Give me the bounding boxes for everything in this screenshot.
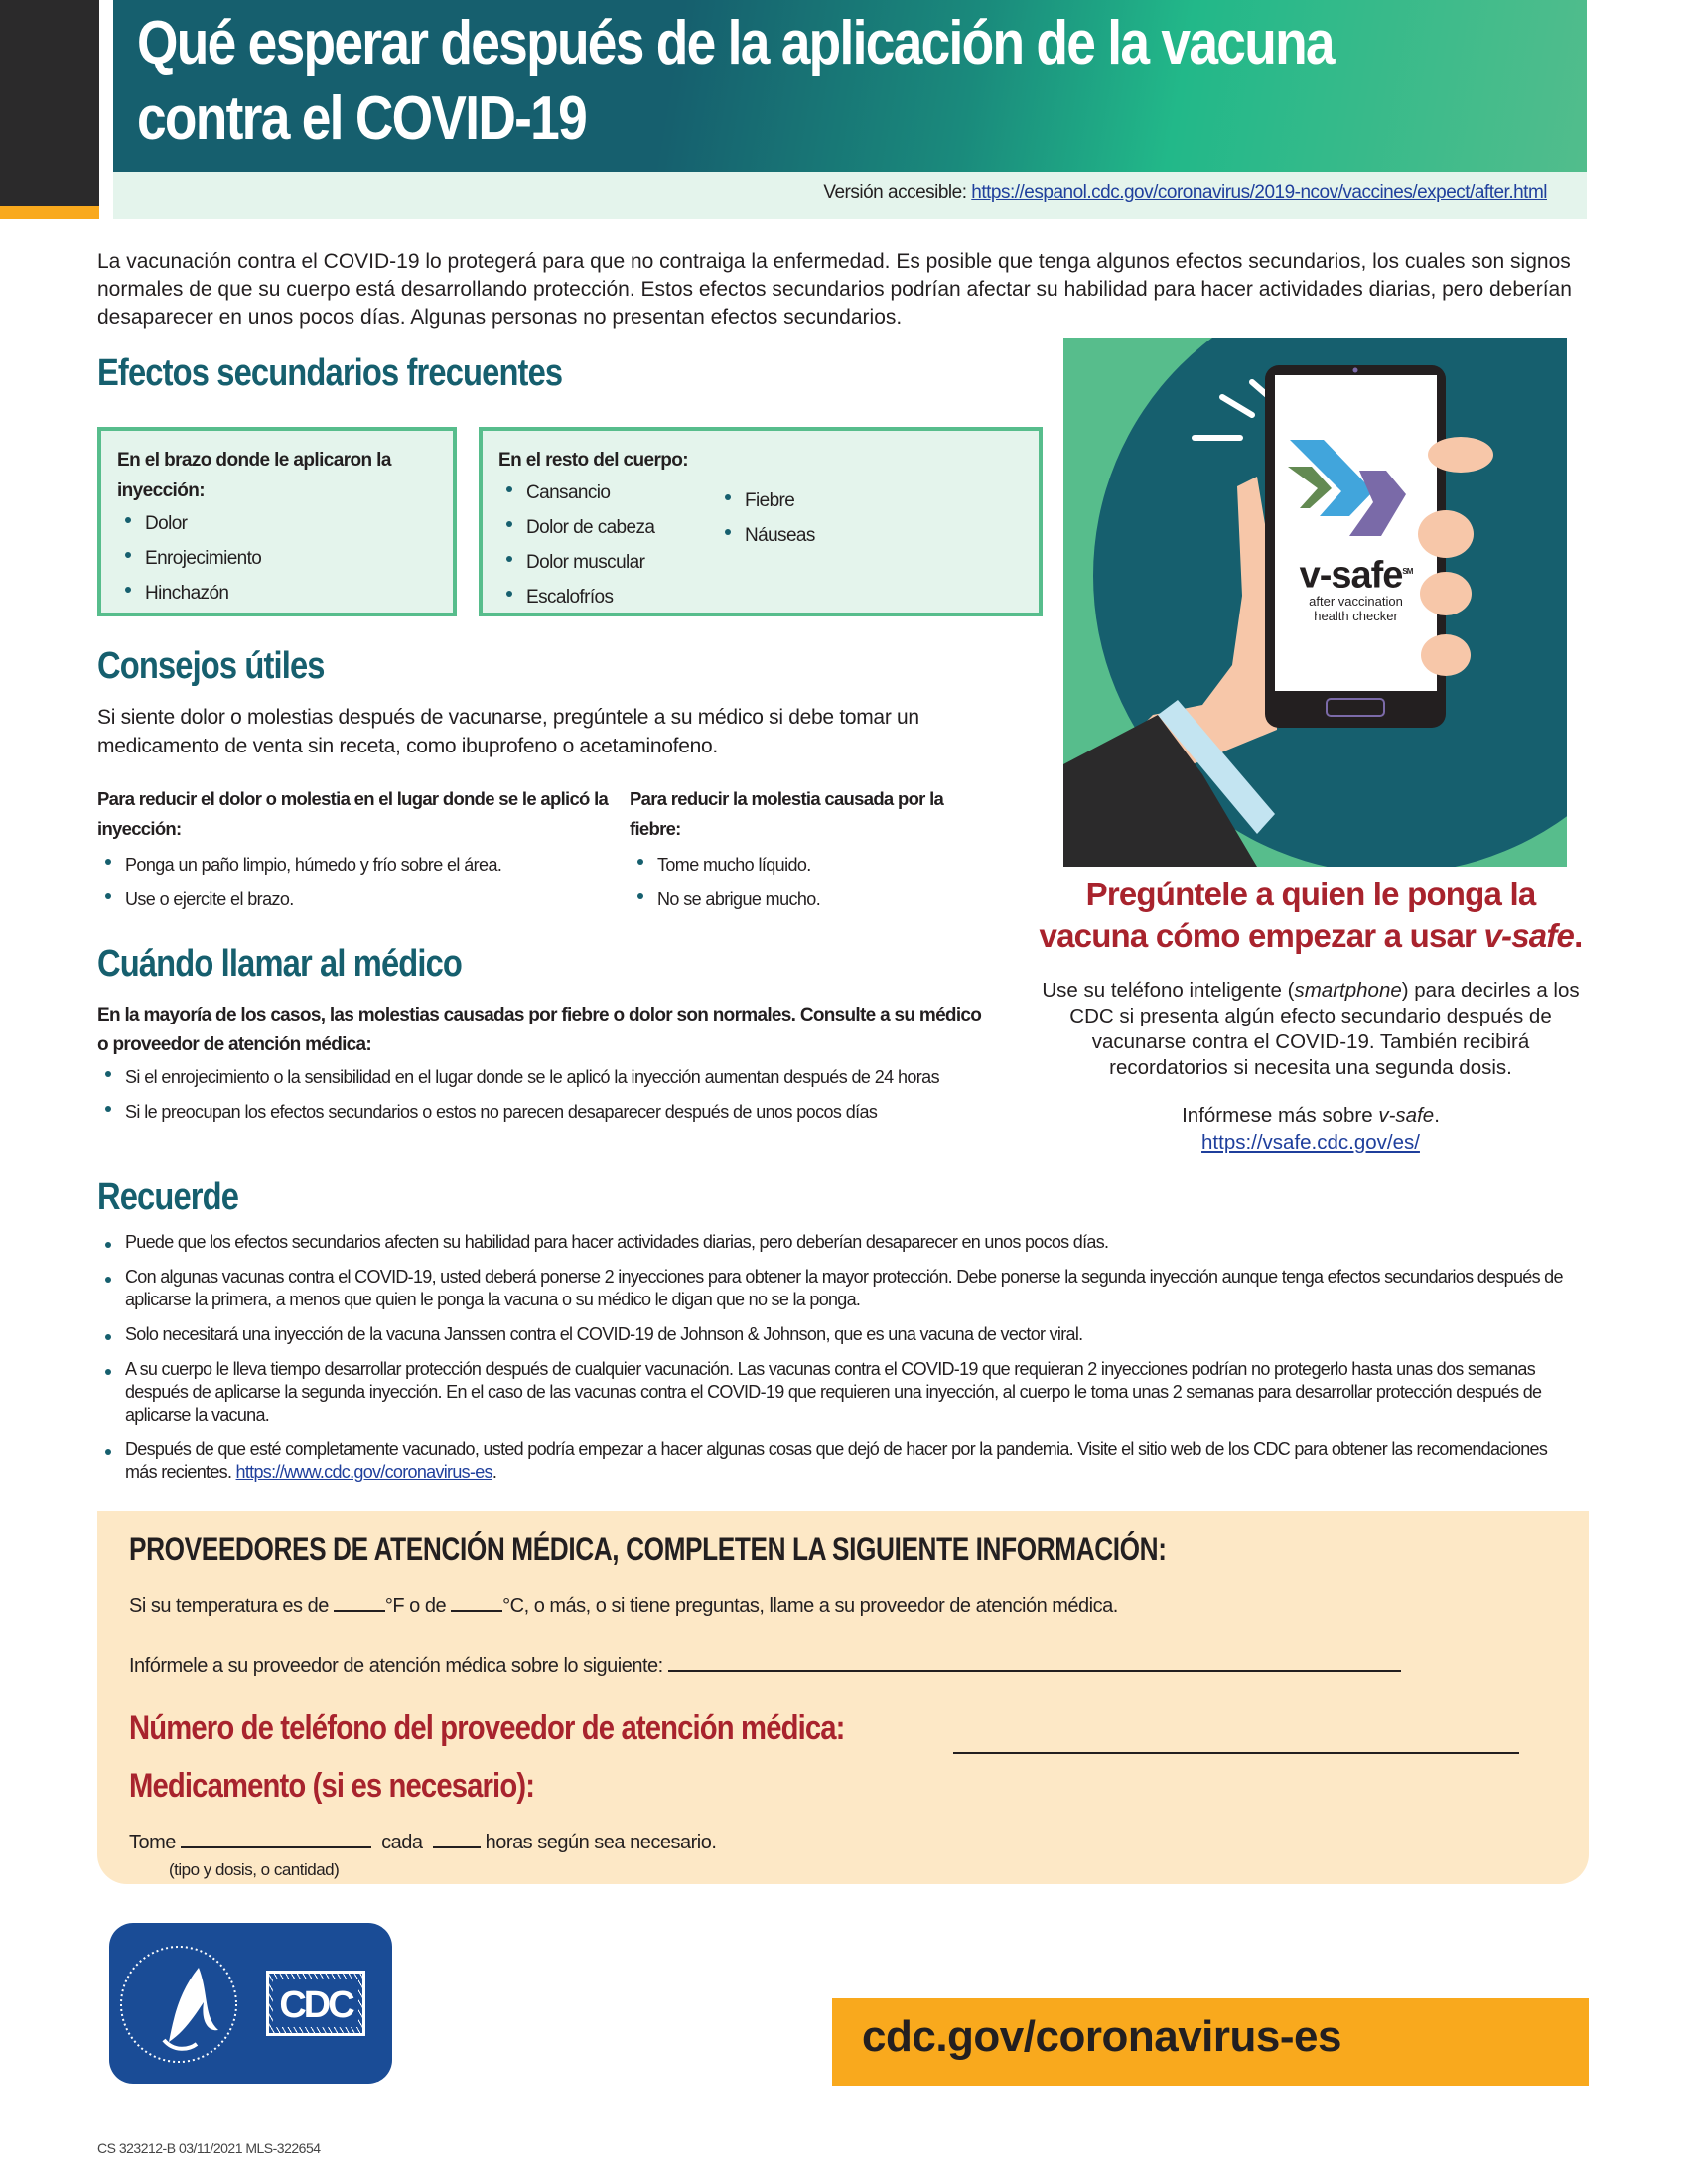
vsafe-body-2: ) para decirles a los CDC si presenta algún efecto secundario después de vacunarse contra el COVID-19. También recibirá recordatorios si necesita una segunda dosis. [1069, 979, 1580, 1079]
arm-effects-list [117, 506, 437, 611]
provider-form-heading: PROVEEDORES DE ATENCIÓN MÉDICA, COMPLETEN LA SIGUIENTE INFORMACIÓN: [129, 1531, 1167, 1567]
list-item: Si el enrojecimiento o la sensibilidad en el lugar donde se le aplicó la inyección aumentan después de 24 horas [97, 1060, 1031, 1095]
vsafe-title-text: Pregúntele a quien le ponga la vacuna cómo empezar a usar [1039, 876, 1536, 954]
medication-blank[interactable] [181, 1829, 371, 1848]
cdc-logo-text: CDC [273, 1979, 358, 2027]
vsafe-more-italic: v-safe [1378, 1104, 1435, 1127]
phone-blank[interactable] [953, 1734, 1519, 1754]
temperature-line [129, 1592, 1118, 1618]
title-line-2: contra el COVID-19 [137, 84, 587, 153]
list-item: Tome mucho líquido. [630, 848, 967, 883]
phone-label: Número de teléfono del proveedor de atención médica: [129, 1709, 845, 1747]
vsafe-more-label: Infórmese más sobre [1182, 1104, 1379, 1127]
call-doctor-list [97, 1060, 1031, 1130]
vsafe-tagline-2: health checker [1314, 608, 1398, 623]
dose-hint: (tipo y dosis, o cantidad) [169, 1860, 340, 1879]
cdc-url[interactable]: cdc.gov/coronavirus-es [862, 2012, 1341, 2061]
body-box-heading: En el resto del cuerpo: [498, 450, 689, 471]
body-effects-list-1 [498, 476, 717, 614]
tips-heading: Consejos útiles [97, 645, 325, 687]
celsius-blank[interactable] [451, 1592, 502, 1612]
remember-list [97, 1231, 1577, 1496]
title-line-1: Qué esperar después de la aplicación de la vacuna [137, 9, 1334, 77]
list-item: Con algunas vacunas contra el COVID-19, usted deberá ponerse 2 inyecciones para obtener la mayor protección. Debe ponerse la segunda inyección aunque tenga efectos secundarios después de aplicarse la primera, a menos que quien le ponga la vacuna o su médico le digan que no se la ponga. [97, 1266, 1577, 1311]
list-item: Fiebre [717, 483, 815, 518]
phone-line [129, 1709, 961, 1748]
hours-blank[interactable] [433, 1829, 481, 1848]
document-code: CS 323212-B 03/11/2021 MLS-322654 [97, 2140, 321, 2156]
vsafe-body-1: Use su teléfono inteligente ( [1042, 979, 1295, 1002]
take-label: Tome [129, 1832, 176, 1853]
list-item: Dolor muscular [498, 545, 717, 580]
remember-last-end: . [492, 1462, 497, 1482]
list-item: Hinchazón [117, 576, 437, 611]
accessible-version-bar [113, 172, 1587, 219]
accessible-label: Versión accesible: [823, 182, 972, 203]
vsafe-more-end: . [1434, 1104, 1440, 1127]
list-item: Solo necesitará una inyección de la vacuna Janssen contra el COVID-19 de Johnson & Johnson, que es una vacuna de vector viral. [97, 1323, 1577, 1346]
temp-text-1: Si su temperatura es de [129, 1595, 334, 1617]
left-dark-bar [0, 0, 99, 206]
list-item: No se abrigue mucho. [630, 883, 967, 917]
tips-injection-site [97, 784, 614, 917]
tips-fever-heading: Para reducir la molestia causada por la fiebre: [630, 788, 944, 839]
remember-heading: Recuerde [97, 1176, 239, 1218]
vsafe-link[interactable]: https://vsafe.cdc.gov/es/ [1201, 1131, 1420, 1154]
vsafe-logo [1275, 554, 1437, 623]
cdc-url-banner [832, 1998, 1589, 2086]
vsafe-learn-more [1033, 1102, 1589, 1156]
list-item: Dolor de cabeza [498, 510, 717, 545]
tips-text: Si siente dolor o molestias después de vacunarse, pregúntele a su médico si debe tomar un medicamento de venta sin receta, como ibuprofeno o acetaminofeno. [97, 706, 919, 757]
arm-box-heading: En el brazo donde le aplicaron la inyección: [117, 450, 391, 501]
body-effects-list-2 [717, 483, 815, 614]
list-item: Enrojecimiento [117, 541, 437, 576]
arm-side-effects-box [97, 427, 457, 616]
list-item: Ponga un paño limpio, húmedo y frío sobre el área. [97, 848, 614, 883]
temp-text-3: °C, o más, o si tiene preguntas, llame a su proveedor de atención médica. [502, 1595, 1118, 1617]
remember-last-text: Después de que esté completamente vacunado, usted podría empezar a hacer algunas cosas que dejó de hacer por la pandemia. Visite el sitio web de los CDC para obtener las recomendaciones más recientes. [125, 1439, 1548, 1482]
inform-line [129, 1652, 1401, 1678]
vsafe-callout-title [1033, 874, 1589, 957]
vsafe-body-italic: smartphone [1294, 979, 1402, 1002]
list-item: Náuseas [717, 518, 815, 553]
tips-fever-list [630, 848, 967, 917]
list-item: Si le preocupan los efectos secundarios o estos no parecen desaparecer después de unos pocos días [97, 1095, 1031, 1130]
list-item: Escalofríos [498, 580, 717, 614]
intro-paragraph: La vacunación contra el COVID-19 lo protegerá para que no contraiga la enfermedad. Es posible que tenga algunos efectos secundarios, los cuales son signos normales de que su cuerpo está desarrollando protección. Estos efectos secundarios podrían afectar su habilidad para hacer actividades diarias, pero deberían desaparecer en unos pocos días. Algunas personas no presentan efectos secundarios. [97, 250, 1572, 329]
provider-info-form [97, 1511, 1589, 1884]
list-item: Cansancio [498, 476, 717, 510]
hhs-cdc-logo [109, 1923, 392, 2084]
list-item: A su cuerpo le lleva tiempo desarrollar protección después de cualquier vacunación. Las vacunas contra el COVID-19 que requieran 2 inyecciones podrían no protegerlo hasta unas dos semanas después de aplicarse la segunda inyección. En el caso de las vacunas contra el COVID-19 que requieren una inyección, al cuerpo le toma unas 2 semanas para desarrollar protección después de aplicarse la vacuna. [97, 1358, 1577, 1427]
tips-injection-list [97, 848, 614, 917]
list-item: Puede que los efectos secundarios afecten su habilidad para hacer actividades diarias, pero deberían desaparecer en unos pocos días. [97, 1231, 1577, 1254]
tips-fever [630, 784, 967, 917]
body-side-effects-box [479, 427, 1043, 616]
every-label: cada [381, 1832, 423, 1853]
vsafe-service-mark: SM [1402, 567, 1413, 576]
list-item: Dolor [117, 506, 437, 541]
call-doctor-heading: Cuándo llamar al médico [97, 943, 463, 985]
call-doctor-text: En la mayoría de los casos, las molestias causadas por fiebre o dolor son normales. Consulte a su médico o proveedor de atención médica: [97, 1005, 982, 1055]
dosage-line [129, 1829, 716, 1854]
accessible-version-link[interactable]: https://espanol.cdc.gov/coronavirus/2019-ncov/vaccines/expect/after.html [971, 182, 1547, 203]
hours-label: horas según sea necesario. [485, 1832, 717, 1853]
tips-injection-heading: Para reducir el dolor o molestia en el lugar donde se le aplicó la inyección: [97, 788, 609, 839]
vsafe-description [1033, 978, 1589, 1081]
vsafe-title-italic: v-safe [1483, 917, 1575, 954]
vsafe-tagline-1: after vaccination [1309, 593, 1403, 609]
cdc-coronavirus-link[interactable]: https://www.cdc.gov/coronavirus-es [235, 1462, 492, 1482]
left-orange-accent [0, 206, 99, 219]
inform-blank[interactable] [668, 1652, 1401, 1672]
list-item [97, 1438, 1577, 1484]
cdc-logo-box [266, 1971, 365, 2036]
title-banner [113, 0, 1587, 172]
vsafe-title-end: . [1574, 917, 1583, 954]
vsafe-illustration [1063, 338, 1567, 867]
side-effects-heading: Efectos secundarios frecuentes [97, 352, 563, 394]
fahrenheit-blank[interactable] [334, 1592, 385, 1612]
inform-label: Infórmele a su proveedor de atención médica sobre lo siguiente: [129, 1655, 663, 1677]
accessible-version [157, 182, 1547, 204]
list-item: Use o ejercite el brazo. [97, 883, 614, 917]
temp-text-2: °F o de [384, 1595, 452, 1617]
vsafe-logo-word: v-safe [1299, 554, 1403, 597]
page-title [137, 6, 1589, 157]
medication-label: Medicamento (si es necesario): [129, 1767, 535, 1805]
